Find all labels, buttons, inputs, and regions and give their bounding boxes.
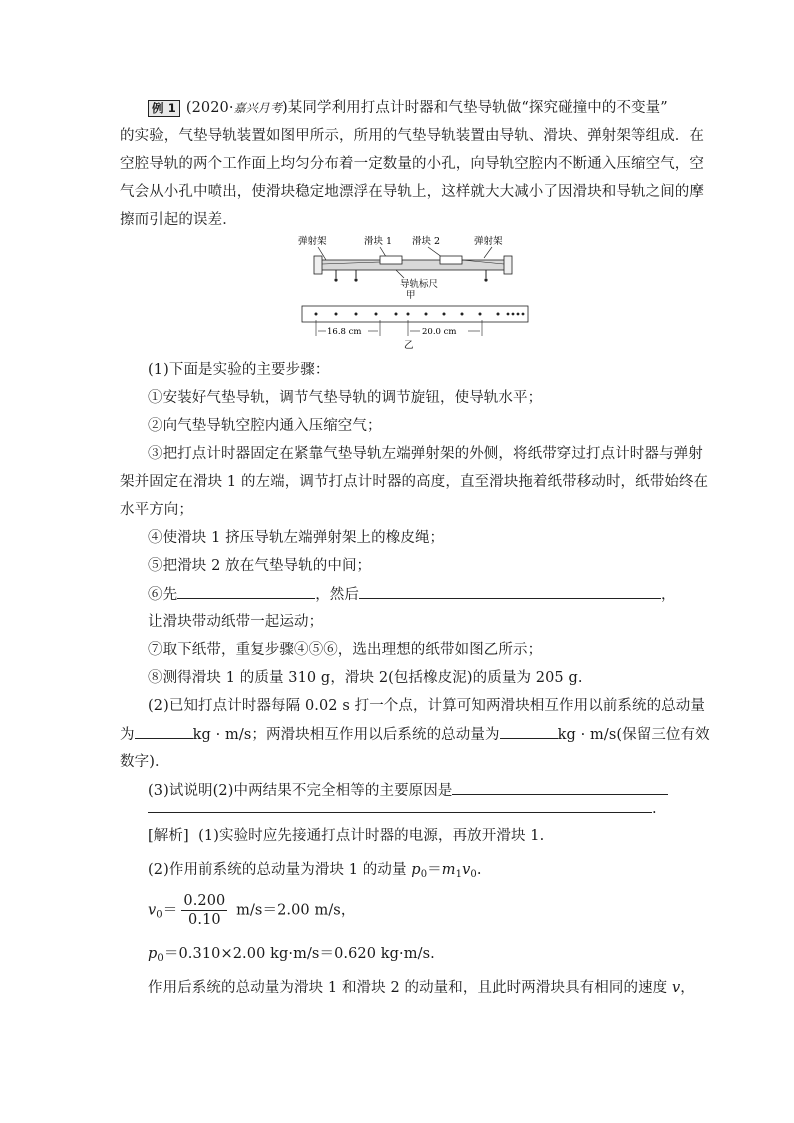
- label-launcher-right: 弹射架: [474, 236, 503, 247]
- q2-line-3: 数字)．: [120, 754, 170, 770]
- v0-lhs: v: [148, 902, 157, 919]
- step-8: ⑧测得滑块 1 的质量 310 g，滑块 2(包括橡皮泥)的质量为 205 g.: [148, 670, 583, 686]
- step-1: ①安装好气垫导轨，调节气垫导轨的调节旋钮，使导轨水平；: [148, 390, 543, 406]
- solution-after-line: [148, 978, 695, 998]
- step-5: ⑤把滑块 2 放在气垫导轨的中间；: [148, 558, 372, 574]
- p0-subscript: 0: [420, 869, 428, 880]
- v0-fraction: [181, 892, 227, 929]
- solution-text-2: (2)作用前系统的总动量为滑块 1 的动量: [148, 862, 412, 878]
- example-tag: 例 1: [148, 100, 180, 117]
- step-6: [148, 584, 676, 605]
- period: .: [476, 862, 482, 878]
- fraction-denominator: 0.10: [188, 912, 221, 928]
- step-3-line-1: ③把打点计时器固定在紧靠气垫导轨左端弹射架的外侧，将纸带穿过打点计时器与弹射: [148, 446, 703, 462]
- step-6-pre: ⑥先: [148, 587, 178, 603]
- source-name: 嘉兴月考: [233, 101, 282, 115]
- answer-blank-6a[interactable]: [177, 584, 315, 599]
- after-end: ，: [680, 980, 695, 996]
- v-symbol: v: [672, 980, 681, 996]
- caption-yi: 乙: [404, 340, 414, 351]
- label-launcher-left: 弹射架: [298, 236, 327, 247]
- solution-tag: [解析]: [148, 828, 189, 844]
- label-slider-1: 滑块 1: [364, 236, 393, 247]
- source-open: (2020·: [185, 100, 234, 116]
- intro-text-5: 擦而引起的误差．: [120, 212, 237, 228]
- solution-after-text: 作用后系统的总动量为滑块 1 和滑块 2 的动量和，且此时两滑块具有相同的速度: [148, 980, 672, 996]
- distance-20-0: 20.0 cm: [422, 327, 457, 337]
- steps-title: (1)下面是实验的主要步骤：: [148, 362, 330, 378]
- apparatus-figure: [296, 232, 536, 352]
- launcher-left: [314, 256, 322, 274]
- slider-2: [440, 256, 462, 264]
- step-2: ②向气垫导轨空腔内通入压缩空气；: [148, 418, 382, 434]
- step-3-line-3: 水平方向；: [120, 502, 193, 518]
- fraction-numerator: 0.200: [183, 893, 226, 909]
- caption-jia: 甲: [406, 290, 416, 301]
- p0-lhs: p: [148, 946, 158, 962]
- q2-pre: 为: [120, 727, 135, 743]
- solution-line-1: [148, 826, 544, 846]
- p0-lhs-subscript: 0: [157, 953, 164, 964]
- label-ruler: 导轨标尺: [400, 279, 439, 290]
- m1-symbol: m: [441, 862, 456, 878]
- source-close: ): [282, 100, 288, 116]
- label-slider-2: 滑块 2: [412, 236, 441, 247]
- example-intro-line-1: [148, 98, 668, 118]
- answer-blank-6b[interactable]: [359, 584, 661, 599]
- v0-symbol: v: [462, 862, 471, 878]
- equals-sign: ＝: [427, 862, 442, 878]
- intro-text-1: 某同学利用打点计时器和气垫导轨做“探究碰撞中的不变量”: [287, 100, 668, 116]
- q3-line-2: [148, 798, 657, 819]
- solution-line-2: [148, 860, 482, 885]
- p0-result: ＝0.310×2.00 kg·m/s＝0.620 kg·m/s.: [163, 946, 435, 962]
- slider-1: [380, 256, 402, 264]
- q2-unit-1: kg · m/s；两滑块相互作用以后系统的总动量为: [192, 727, 500, 743]
- answer-blank-q3a[interactable]: [452, 780, 668, 795]
- intro-text-2: 的实验，气垫导轨装置如图甲所示，所用的气垫导轨装置由导轨、滑块、弹射架等组成．在: [120, 128, 704, 144]
- v0-result: m/s＝2.00 m/s，: [231, 902, 356, 919]
- distance-16-8: 16.8 cm: [327, 327, 362, 337]
- step-4: ④使滑块 1 挤压导轨左端弹射架上的橡皮绳；: [148, 530, 445, 546]
- v0-subscript: 0: [470, 869, 477, 880]
- launcher-right: [504, 256, 512, 274]
- answer-blank-p-before[interactable]: [135, 724, 193, 739]
- answer-blank-q3b[interactable]: [148, 798, 652, 813]
- solution-v0-formula: [148, 892, 355, 929]
- q3-end: .: [652, 801, 657, 817]
- q2-unit-2: kg · m/s(保留三位有效: [557, 727, 710, 743]
- step-6-end: ，: [661, 587, 676, 603]
- v0-lhs-subscript: 0: [156, 909, 163, 921]
- step-7: ⑦取下纸带，重复步骤④⑤⑥，选出理想的纸带如图乙所示；: [148, 642, 543, 658]
- step-6-line-2: 让滑块带动纸带一起运动；: [148, 614, 324, 630]
- intro-text-3: 空腔导轨的两个工作面上均匀分布着一定数量的小孔，向导轨空腔内不断通入压缩空气，空: [120, 156, 704, 172]
- step-3-line-2: 架并固定在滑块 1 的左端，调节打点计时器的高度，直至滑块拖着纸带移动时，纸带始终在: [120, 474, 709, 490]
- q2-line-1: (2)已知打点计时器每隔 0.02 s 打一个点，计算可知两滑块相互作用以前系统的总动量: [148, 698, 705, 714]
- intro-text-4: 气会从小孔中喷出，使滑块稳定地漂浮在导轨上，这样就大大减小了因滑块和导轨之间的摩: [120, 184, 704, 200]
- q2-line-2: [120, 724, 710, 745]
- step-6-mid: ，然后: [315, 587, 360, 603]
- solution-p0-formula: [148, 944, 435, 969]
- m1-subscript: 1: [455, 869, 463, 880]
- answer-blank-p-after[interactable]: [500, 724, 558, 739]
- p0-symbol: p: [411, 862, 421, 878]
- solution-text-1: (1)实验时应先接通打点计时器的电源，再放开滑块 1.: [198, 828, 545, 844]
- q3-text: (3)试说明(2)中两结果不完全相等的主要原因是: [148, 783, 453, 799]
- v0-equals: ＝: [162, 902, 178, 919]
